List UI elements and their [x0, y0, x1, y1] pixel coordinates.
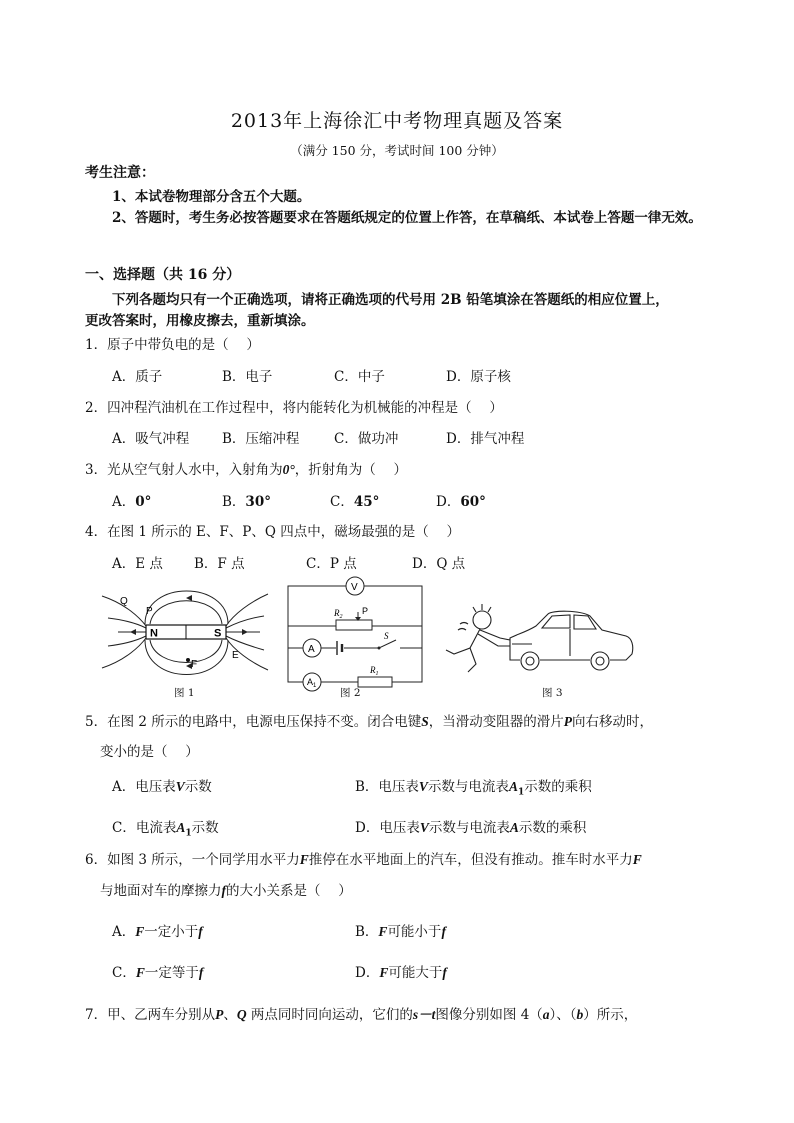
q3-stem-value: 0°: [282, 462, 295, 477]
fig1-point-p: P: [146, 606, 153, 617]
fig1-north-label: N: [150, 627, 158, 640]
q2-option-c: C．做功冲: [334, 431, 399, 447]
q2-option-d: D．排气冲程: [446, 431, 525, 447]
exam-info: （满分 150 分，考试时间 100 分钟）: [290, 143, 504, 158]
q6-option-b: B．F可能小于f: [355, 924, 446, 940]
q4-option-d: D．Q 点: [412, 556, 466, 572]
q3-option-b: B．30°: [222, 494, 271, 510]
q4-stem: 4．在图 1 所示的 E、F、P、Q 四点中，磁场最强的是（ ）: [85, 524, 461, 540]
q1-option-d: D．原子核: [446, 369, 511, 385]
q5-option-b: B．电压表V示数与电流表$A_1$示数的乘积: [355, 779, 592, 798]
fig2-ammeter-a1-label: $A_1$: [307, 677, 317, 689]
fig2-slider-p: P: [362, 606, 369, 616]
section-instruction-2: 更改答案时，用橡皮擦去，重新填涂。: [85, 313, 315, 329]
q3-option-c: C．45°: [330, 494, 380, 510]
q4-option-b: B．F 点: [194, 556, 245, 572]
fig2-voltmeter-label: V: [351, 582, 358, 593]
q1-option-c: C．中子: [334, 369, 385, 385]
q2-option-a: A．吸气冲程: [112, 431, 190, 447]
notice-item-1: 1、本试卷物理部分含五个大题。: [112, 189, 311, 205]
figure-2-caption: 图 2: [340, 687, 361, 699]
q3-stem: [85, 458, 407, 478]
q7-stem: 7．甲、乙两车分别从P、Q 两点同时同向运动，它们的s－t图像分别如图 4（a）、（b）所示，: [85, 1007, 638, 1023]
section-instruction-1: 下列各题均只有一个正确选项，请将正确选项的代号用 2B 铅笔填涂在答题纸的相应位置上，: [112, 292, 669, 308]
fig1-south-label: S: [214, 627, 222, 640]
notice-item-2: 2、答题时，考生务必按答题要求在答题纸规定的位置上作答，在草稿纸、本试卷上答题一律无效。: [112, 210, 702, 226]
q6-option-d: D．F可能大于f: [355, 965, 447, 981]
notice-heading: 考生注意：: [85, 165, 155, 181]
q6-option-c: C．F一定等于f: [112, 965, 204, 981]
figure-1-caption: 图 1: [174, 687, 195, 699]
q5-option-d: D．电压表V示数与电流表A示数的乘积: [355, 820, 587, 836]
fig2-r1-label: $R_1$: [370, 665, 379, 677]
figure-3-caption: 图 3: [542, 687, 563, 699]
figure-3-push-car: [440, 604, 640, 676]
q1-option-a: A．质子: [112, 369, 163, 385]
fig2-ammeter-label: A: [308, 644, 315, 655]
q5-stem-line2: 变小的是（ ）: [100, 744, 199, 760]
q4-option-a: A．E 点: [112, 556, 163, 572]
fig1-point-f: F: [191, 659, 198, 670]
fig1-point-e: E: [232, 650, 239, 661]
fig2-switch-label: S: [384, 631, 389, 641]
q3-option-a: A．0°: [112, 494, 152, 510]
figure-1-magnet: [100, 588, 270, 688]
q3-stem-pre: 3．光从空气射人水中，入射角为: [85, 462, 283, 478]
q1-option-b: B．电子: [222, 369, 273, 385]
page-title: 2013年上海徐汇中考物理真题及答案: [230, 110, 564, 132]
figure-2-circuit: [278, 574, 430, 694]
q1-stem: 1．原子中带负电的是（ ）: [85, 337, 260, 353]
q6-stem-line2: 与地面对车的摩擦力f的大小关系是（ ）: [100, 883, 352, 899]
q5-option-a: A．电压表V示数: [112, 779, 212, 795]
q5-option-c: C．电流表$A_1$示数: [112, 820, 219, 839]
q5-stem: 5．在图 2 所示的电路中，电源电压保持不变。闭合电键S，当滑动变阻器的滑片P向右移动时，: [85, 714, 654, 730]
q3-stem-post: ，折射角为（ ）: [294, 462, 408, 478]
section-heading: 一、选择题（共 16 分）: [85, 267, 241, 283]
q6-stem: 6．如图 3 所示，一个同学用水平力F推停在水平地面上的汽车，但没有推动。推车时水平力F: [85, 852, 642, 868]
fig2-r2-label: $R_2$: [334, 608, 343, 620]
q3-option-d: D．60°: [436, 494, 486, 510]
q2-option-b: B．压缩冲程: [222, 431, 300, 447]
q4-option-c: C．P 点: [306, 556, 357, 572]
q2-stem: 2．四冲程汽油机在工作过程中，将内能转化为机械能的冲程是（ ）: [85, 400, 503, 416]
q6-option-a: A．F一定小于f: [112, 924, 203, 940]
fig1-point-q: Q: [120, 596, 128, 607]
